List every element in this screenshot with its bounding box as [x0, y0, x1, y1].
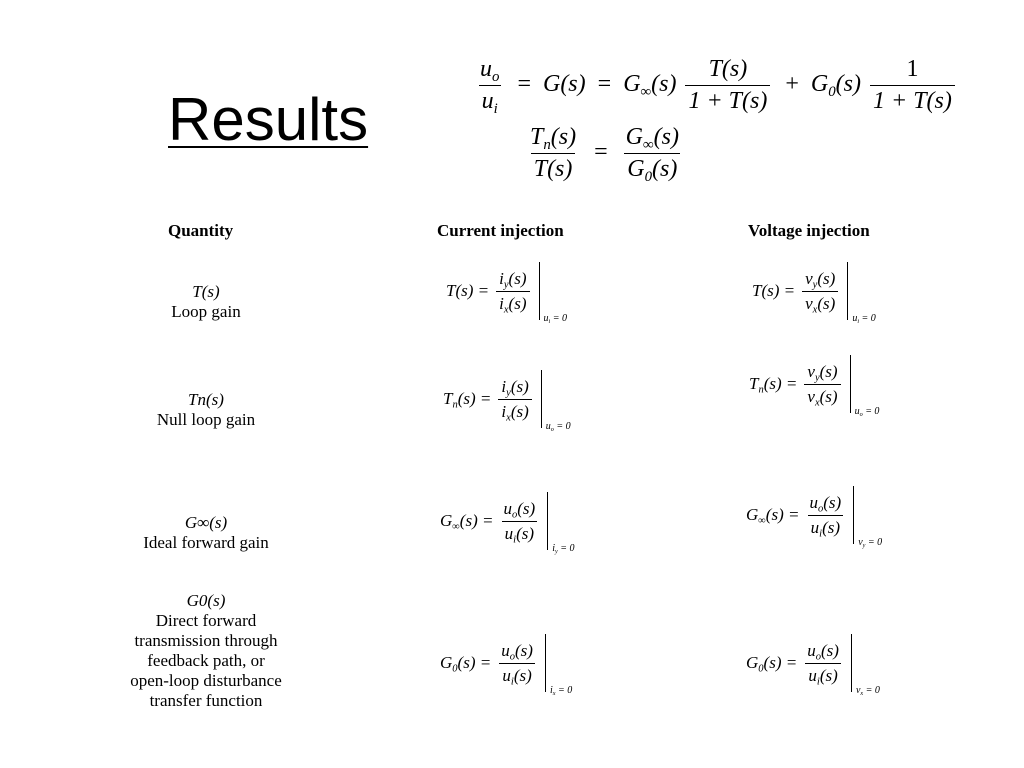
one-fraction: $\frac{1}{1 + T(s)}$ [870, 56, 955, 115]
header-current-injection: Current injection [437, 221, 564, 240]
quantity-ideal-forward-gain: G∞(s) Ideal forward gain [143, 513, 269, 552]
uo-over-ui: $\frac{u_o}{u_i}$ [480, 56, 500, 118]
quantity-direct-forward-transmission: G0(s) Direct forward transmission through feedback path, or open-loop disturbance transfer function [130, 591, 282, 710]
null-gain-equation: $\frac{T_n(s)}{T(s)}$ = $\frac{G_\infty(s)}{G_0(s)}$ [530, 124, 679, 186]
main-equation: $\frac{u_o}{u_i}$ = $G(s) = G_\infty(s)$ $\frac{T(s)}{1 + T(s)}$ + $G_0(s)$ $\frac{1}{1 + T(s)}$ [474, 56, 958, 115]
header-voltage-injection: Voltage injection [748, 221, 870, 240]
t-fraction: $\frac{T(s)}{1 + T(s)}$ [685, 56, 770, 115]
current-null-loop-gain-formula: $T_n(s)$ = $\frac{i_y(s)}{i_x(s)}$ $u_o = 0$ [443, 370, 574, 428]
quantity-loop-gain: T(s) Loop gain [171, 282, 241, 321]
header-quantity: Quantity [168, 221, 234, 240]
voltage-direct-forward-formula: $G_0(s)$ = $\frac{u_o(s)}{u_i(s)}$ $v_x = 0$ [746, 634, 884, 692]
voltage-loop-gain-formula: T(s) = $\frac{v_y(s)}{v_x(s)}$ $u_i = 0$ [752, 262, 880, 320]
voltage-ideal-forward-gain-formula: $G_\infty(s)$ = $\frac{u_o(s)}{u_i(s)}$ $v_y = 0$ [746, 486, 886, 544]
quantity-null-loop-gain: Tn(s) Null loop gain [156, 390, 256, 429]
slide-title: Results [168, 86, 369, 153]
current-ideal-forward-gain-formula: $G_\infty(s)$ = $\frac{u_o(s)}{u_i(s)}$ $i_y = 0$ [440, 492, 580, 550]
current-loop-gain-formula: T(s) = $\frac{i_y(s)}{i_x(s)}$ $u_i = 0$ [446, 262, 572, 320]
voltage-null-loop-gain-formula: $T_n(s)$ = $\frac{v_y(s)}{v_x(s)}$ $u_o = 0$ [749, 355, 883, 413]
current-direct-forward-formula: $G_0(s)$ = $\frac{u_o(s)}{u_i(s)}$ $i_x = 0$ [440, 634, 578, 692]
